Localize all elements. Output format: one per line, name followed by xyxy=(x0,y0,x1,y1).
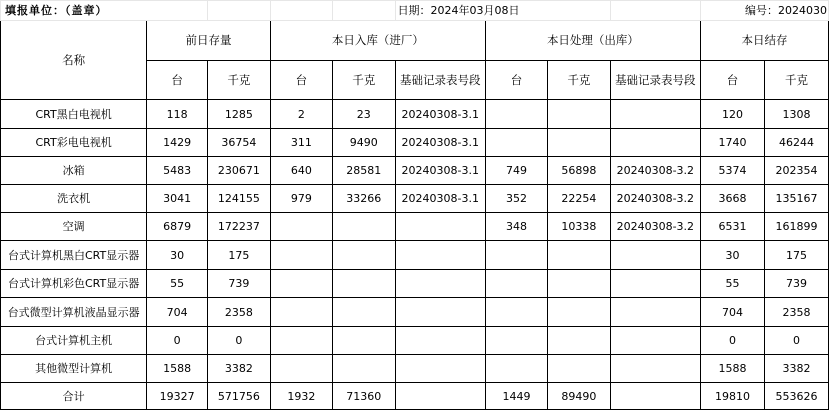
blank-cell[interactable] xyxy=(270,1,332,21)
prev-tai-header[interactable]: 台 xyxy=(147,61,208,100)
cell-out-rec[interactable] xyxy=(610,383,700,410)
cell-end-tai[interactable]: 0 xyxy=(700,327,764,355)
cell-name[interactable]: 台式计算机黑白CRT显示器 xyxy=(1,241,147,270)
cell-out-tai[interactable] xyxy=(485,355,547,383)
cell-out-tai[interactable] xyxy=(485,129,547,157)
cell-name[interactable]: 空调 xyxy=(1,213,147,241)
table-row xyxy=(1,213,829,241)
cell-out-kg[interactable]: 10338 xyxy=(548,213,611,241)
cell-in-rec[interactable] xyxy=(395,327,485,355)
cell-name[interactable]: CRT黑白电视机 xyxy=(1,100,147,129)
end-tai-header[interactable]: 台 xyxy=(700,61,764,100)
cell-out-rec[interactable]: 20240308-3.2 xyxy=(610,185,700,213)
cell-in-tai[interactable]: 1932 xyxy=(270,383,332,410)
cell-out-kg[interactable]: 89490 xyxy=(548,383,611,410)
cell-name[interactable]: 合计 xyxy=(1,383,147,410)
cell-in-rec[interactable] xyxy=(395,270,485,298)
cell-prev-tai[interactable]: 1588 xyxy=(147,355,208,383)
cell-in-tai[interactable] xyxy=(270,355,332,383)
cell-prev-kg[interactable]: 36754 xyxy=(207,129,270,157)
cell-in-tai[interactable] xyxy=(270,241,332,270)
cell-in-tai[interactable]: 311 xyxy=(270,129,332,157)
total-row xyxy=(1,383,829,410)
cell-out-kg[interactable] xyxy=(548,241,611,270)
cell-prev-tai[interactable]: 3041 xyxy=(147,185,208,213)
serial-label[interactable]: 编号：2024030 xyxy=(700,1,828,21)
cell-name[interactable]: 台式微型计算机液晶显示器 xyxy=(1,298,147,327)
in-record-header[interactable]: 基础记录表号段 xyxy=(395,61,485,100)
header-info-row xyxy=(1,1,829,21)
cell-out-kg[interactable] xyxy=(548,270,611,298)
cell-out-tai[interactable] xyxy=(485,241,547,270)
col-prev-stock-header[interactable]: 前日存量 xyxy=(147,21,271,61)
cell-end-kg[interactable]: 2358 xyxy=(764,298,828,327)
cell-prev-kg[interactable]: 0 xyxy=(207,327,270,355)
cell-out-kg[interactable] xyxy=(548,100,611,129)
cell-in-kg[interactable]: 71360 xyxy=(333,383,396,410)
cell-out-tai[interactable] xyxy=(485,327,547,355)
cell-prev-kg[interactable]: 3382 xyxy=(207,355,270,383)
cell-in-tai[interactable]: 979 xyxy=(270,185,332,213)
cell-out-kg[interactable] xyxy=(548,327,611,355)
cell-end-tai[interactable]: 5374 xyxy=(700,157,764,185)
out-record-header[interactable]: 基础记录表号段 xyxy=(610,61,700,100)
cell-in-kg[interactable] xyxy=(333,241,396,270)
cell-end-tai[interactable]: 1740 xyxy=(700,129,764,157)
cell-in-rec[interactable] xyxy=(395,383,485,410)
col-today-in-header[interactable]: 本日入库（进厂） xyxy=(270,21,485,61)
cell-end-kg[interactable]: 3382 xyxy=(764,355,828,383)
cell-end-kg[interactable]: 1308 xyxy=(764,100,828,129)
cell-in-tai[interactable]: 2 xyxy=(270,100,332,129)
cell-out-tai[interactable] xyxy=(485,298,547,327)
table-row xyxy=(1,157,829,185)
cell-end-tai[interactable]: 55 xyxy=(700,270,764,298)
in-tai-header[interactable]: 台 xyxy=(270,61,332,100)
unit-label[interactable]: 填报单位：（盖章） xyxy=(1,1,208,21)
cell-in-kg[interactable]: 33266 xyxy=(333,185,396,213)
cell-out-tai[interactable] xyxy=(485,270,547,298)
cell-name[interactable]: 冰箱 xyxy=(1,157,147,185)
cell-name[interactable]: CRT彩电电视机 xyxy=(1,129,147,157)
cell-prev-tai[interactable]: 1429 xyxy=(147,129,208,157)
cell-prev-kg[interactable]: 739 xyxy=(207,270,270,298)
cell-in-kg[interactable]: 9490 xyxy=(333,129,396,157)
cell-out-tai[interactable]: 352 xyxy=(485,185,547,213)
cell-out-kg[interactable] xyxy=(548,355,611,383)
cell-out-tai[interactable] xyxy=(485,100,547,129)
table-row xyxy=(1,270,829,298)
cell-name[interactable]: 其他微型计算机 xyxy=(1,355,147,383)
cell-in-kg[interactable] xyxy=(333,213,396,241)
blank-cell[interactable] xyxy=(207,1,270,21)
cell-in-rec[interactable]: 20240308-3.1 xyxy=(395,129,485,157)
cell-in-rec[interactable]: 20240308-3.1 xyxy=(395,185,485,213)
cell-in-rec[interactable]: 20240308-3.1 xyxy=(395,100,485,129)
cell-prev-kg[interactable]: 571756 xyxy=(207,383,270,410)
cell-end-kg[interactable]: 175 xyxy=(764,241,828,270)
cell-prev-tai[interactable]: 118 xyxy=(147,100,208,129)
table-row xyxy=(1,298,829,327)
cell-prev-tai[interactable]: 5483 xyxy=(147,157,208,185)
cell-end-tai[interactable]: 19810 xyxy=(700,383,764,410)
date-label[interactable]: 日期：2024年03月08日 xyxy=(395,1,610,21)
cell-prev-tai[interactable]: 704 xyxy=(147,298,208,327)
cell-in-kg[interactable] xyxy=(333,270,396,298)
cell-end-kg[interactable]: 739 xyxy=(764,270,828,298)
end-kg-header[interactable]: 千克 xyxy=(764,61,828,100)
cell-out-kg[interactable] xyxy=(548,298,611,327)
table-row xyxy=(1,241,829,270)
cell-in-kg[interactable]: 23 xyxy=(333,100,396,129)
col-today-out-header[interactable]: 本日处理（出库） xyxy=(485,21,700,61)
cell-out-tai[interactable]: 1449 xyxy=(485,383,547,410)
cell-prev-kg[interactable]: 124155 xyxy=(207,185,270,213)
cell-in-tai[interactable] xyxy=(270,327,332,355)
cell-end-tai[interactable]: 1588 xyxy=(700,355,764,383)
cell-out-kg[interactable]: 56898 xyxy=(548,157,611,185)
cell-out-rec[interactable] xyxy=(610,100,700,129)
in-kg-header[interactable]: 千克 xyxy=(333,61,396,100)
cell-prev-kg[interactable]: 230671 xyxy=(207,157,270,185)
cell-out-rec[interactable] xyxy=(610,298,700,327)
cell-name[interactable]: 洗衣机 xyxy=(1,185,147,213)
cell-in-tai[interactable] xyxy=(270,270,332,298)
blank-cell[interactable] xyxy=(610,1,700,21)
cell-end-tai[interactable]: 6531 xyxy=(700,213,764,241)
cell-end-kg[interactable]: 553626 xyxy=(764,383,828,410)
cell-out-rec[interactable] xyxy=(610,241,700,270)
blank-cell[interactable] xyxy=(333,1,396,21)
cell-out-tai[interactable]: 749 xyxy=(485,157,547,185)
cell-name[interactable]: 台式计算机彩色CRT显示器 xyxy=(1,270,147,298)
cell-prev-tai[interactable]: 6879 xyxy=(147,213,208,241)
cell-in-tai[interactable] xyxy=(270,298,332,327)
cell-in-rec[interactable] xyxy=(395,241,485,270)
table-row xyxy=(1,100,829,129)
cell-prev-tai[interactable]: 30 xyxy=(147,241,208,270)
table-row xyxy=(1,129,829,157)
cell-prev-tai[interactable]: 19327 xyxy=(147,383,208,410)
cell-end-kg[interactable]: 135167 xyxy=(764,185,828,213)
cell-in-rec[interactable] xyxy=(395,298,485,327)
cell-prev-kg[interactable]: 172237 xyxy=(207,213,270,241)
table-row xyxy=(1,185,829,213)
cell-in-tai[interactable] xyxy=(270,213,332,241)
col-today-stock-header[interactable]: 本日结存 xyxy=(700,21,828,61)
cell-out-kg[interactable] xyxy=(548,129,611,157)
cell-in-kg[interactable]: 28581 xyxy=(333,157,396,185)
cell-end-tai[interactable]: 704 xyxy=(700,298,764,327)
cell-end-tai[interactable]: 120 xyxy=(700,100,764,129)
cell-in-kg[interactable] xyxy=(333,327,396,355)
table-row xyxy=(1,327,829,355)
cell-in-rec[interactable]: 20240308-3.1 xyxy=(395,157,485,185)
col-name-header[interactable]: 名称 xyxy=(1,21,147,100)
cell-out-tai[interactable]: 348 xyxy=(485,213,547,241)
cell-end-tai[interactable]: 30 xyxy=(700,241,764,270)
cell-end-kg[interactable]: 0 xyxy=(764,327,828,355)
cell-out-rec[interactable] xyxy=(610,355,700,383)
table-body xyxy=(1,100,829,410)
out-kg-header[interactable]: 千克 xyxy=(548,61,611,100)
cell-out-rec[interactable] xyxy=(610,327,700,355)
cell-in-kg[interactable] xyxy=(333,298,396,327)
cell-out-rec[interactable]: 20240308-3.2 xyxy=(610,157,700,185)
cell-prev-kg[interactable]: 1285 xyxy=(207,100,270,129)
cell-in-rec[interactable] xyxy=(395,213,485,241)
cell-end-kg[interactable]: 161899 xyxy=(764,213,828,241)
prev-kg-header[interactable]: 千克 xyxy=(207,61,270,100)
cell-prev-tai[interactable]: 0 xyxy=(147,327,208,355)
cell-prev-kg[interactable]: 175 xyxy=(207,241,270,270)
cell-in-kg[interactable] xyxy=(333,355,396,383)
cell-end-kg[interactable]: 202354 xyxy=(764,157,828,185)
cell-name[interactable]: 台式计算机主机 xyxy=(1,327,147,355)
table-row xyxy=(1,355,829,383)
cell-prev-kg[interactable]: 2358 xyxy=(207,298,270,327)
cell-prev-tai[interactable]: 55 xyxy=(147,270,208,298)
cell-in-tai[interactable]: 640 xyxy=(270,157,332,185)
header-row-1 xyxy=(1,21,829,61)
cell-out-rec[interactable]: 20240308-3.2 xyxy=(610,213,700,241)
cell-in-rec[interactable] xyxy=(395,355,485,383)
cell-out-kg[interactable]: 22254 xyxy=(548,185,611,213)
cell-end-kg[interactable]: 46244 xyxy=(764,129,828,157)
cell-out-rec[interactable] xyxy=(610,129,700,157)
cell-out-rec[interactable] xyxy=(610,270,700,298)
out-tai-header[interactable]: 台 xyxy=(485,61,547,100)
cell-end-tai[interactable]: 3668 xyxy=(700,185,764,213)
